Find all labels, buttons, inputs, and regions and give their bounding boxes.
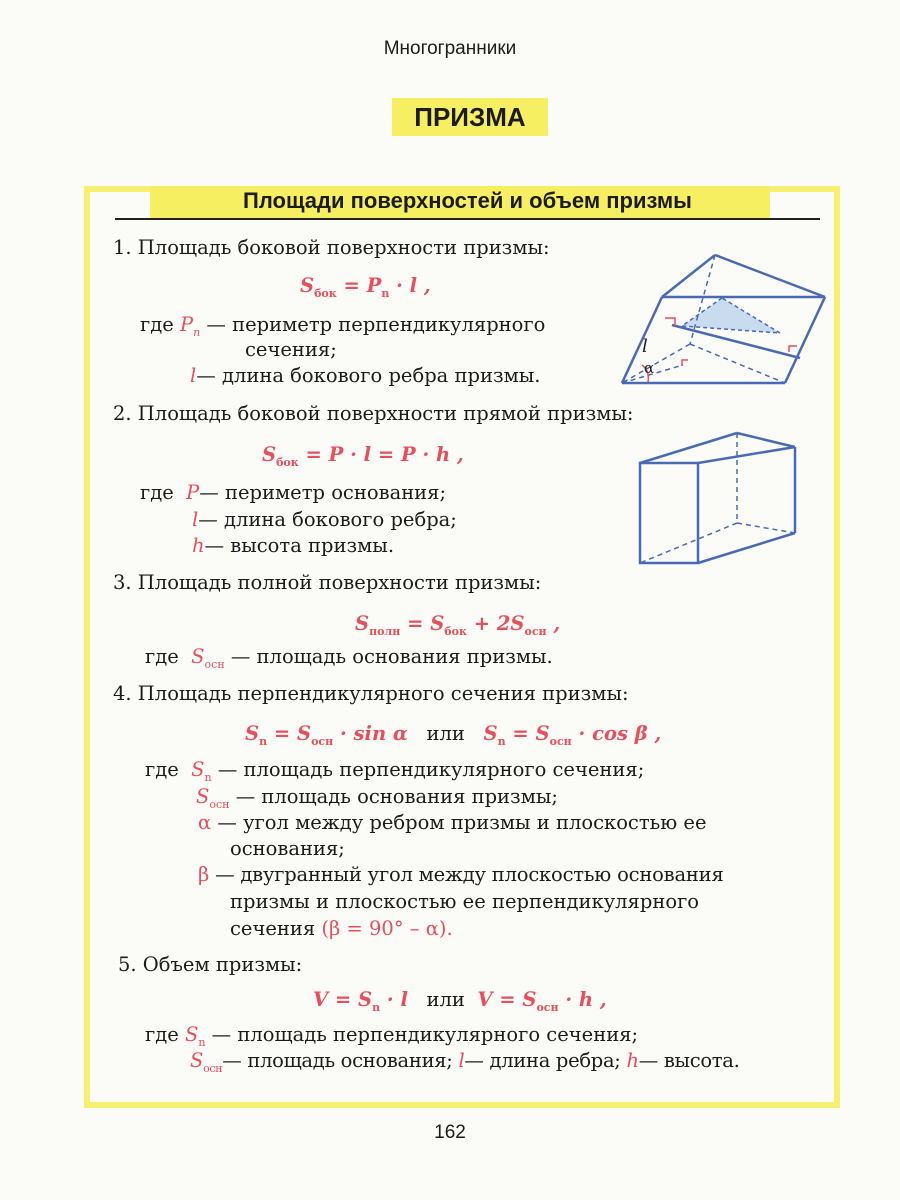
- page-title: ПРИЗМА: [392, 98, 548, 136]
- sub: осн: [203, 1061, 223, 1075]
- def: — площадь основания призмы.: [230, 645, 553, 668]
- s1-where-2: [190, 364, 541, 387]
- s4-where-3: [198, 811, 707, 834]
- where: где: [140, 313, 174, 336]
- sym: = P · l = P · h ,: [298, 443, 464, 466]
- s5-where-2: [190, 1049, 740, 1075]
- sub: полн: [369, 624, 401, 638]
- sub: бок: [314, 286, 337, 300]
- label-l: l: [642, 336, 648, 357]
- sub: осн: [524, 624, 547, 638]
- s5-where-1: [145, 1023, 638, 1049]
- s4-where-4-cont2: [230, 917, 453, 940]
- def: — периметр основания;: [199, 481, 447, 504]
- where: где: [145, 645, 179, 668]
- sub: n: [259, 734, 268, 748]
- where: где: [140, 481, 174, 504]
- s4-formula: [245, 722, 661, 748]
- s3-where-1: [145, 645, 553, 671]
- def: — угол между ребром призмы и плоскостью ее: [217, 811, 707, 834]
- s4-heading: 4. Площадь перпендикулярного сечения призмы:: [113, 682, 629, 705]
- formula: (β = 90° – α).: [321, 917, 453, 940]
- sym: P: [186, 481, 200, 504]
- s3-formula: [355, 612, 560, 638]
- s2-heading: 2. Площадь боковой поверхности прямой призмы:: [113, 402, 634, 425]
- s4-where-4-cont1: призмы и плоскостью ее перпендикулярного: [230, 890, 700, 913]
- sym: h: [192, 534, 205, 557]
- s4-where-1: [145, 758, 644, 784]
- s1-where-1-cont: сечения;: [245, 338, 337, 361]
- or: или: [426, 722, 465, 745]
- def: — длина бокового ребра;: [198, 508, 457, 531]
- sub: осн: [311, 734, 334, 748]
- sub: n: [198, 1035, 206, 1049]
- sub: осн: [204, 657, 225, 671]
- s2-where-3: [192, 534, 394, 557]
- s1-heading: 1. Площадь боковой поверхности призмы:: [113, 236, 550, 259]
- sym: S: [190, 1049, 204, 1072]
- sym: S: [355, 612, 370, 635]
- sub: осн: [549, 734, 572, 748]
- sym: =: [336, 274, 367, 297]
- def: — длина бокового ребра призмы.: [196, 364, 541, 387]
- s5-heading: 5. Объем призмы:: [118, 953, 303, 976]
- sym: S: [262, 443, 277, 466]
- sym: = S: [505, 722, 550, 745]
- s2-formula: [262, 443, 464, 469]
- sym: P: [179, 313, 194, 336]
- sym: ,: [546, 612, 561, 635]
- sym: V = S: [477, 988, 537, 1011]
- s5-formula: [313, 988, 607, 1014]
- sub: бок: [276, 455, 299, 469]
- label-alpha: α: [644, 359, 655, 377]
- sym: S: [483, 722, 498, 745]
- oblique-prism-figure: [610, 240, 840, 390]
- sym: β: [198, 863, 210, 886]
- sym: h: [626, 1049, 639, 1072]
- sym: α: [198, 811, 212, 834]
- sub: бок: [444, 624, 467, 638]
- sym: = S: [400, 612, 445, 635]
- s4-where-4: [198, 863, 724, 886]
- def: — площадь основания;: [222, 1049, 453, 1072]
- sub: n: [372, 1000, 381, 1014]
- sym: · l: [380, 988, 408, 1011]
- or: или: [426, 988, 465, 1011]
- sym: S: [191, 645, 205, 668]
- s1-formula: [300, 274, 431, 300]
- sym: S: [191, 758, 205, 781]
- s4-where-3-cont: основания;: [230, 837, 345, 860]
- def: — площадь перпендикулярного сечения;: [217, 758, 645, 781]
- def: — площадь основания призмы;: [235, 785, 558, 808]
- sub: n: [381, 286, 390, 300]
- sub: n: [204, 770, 212, 784]
- def: — периметр перпендикулярного: [206, 313, 546, 336]
- def: — высота.: [638, 1049, 740, 1072]
- sym: l: [192, 508, 199, 531]
- def: — высота призмы.: [204, 534, 395, 557]
- def: — двугранный угол между плоскостью основания: [215, 863, 724, 886]
- s4-where-2: [196, 785, 558, 811]
- sym: l: [190, 364, 197, 387]
- sym: l: [458, 1049, 465, 1072]
- sym: · sin α: [333, 722, 408, 745]
- section-subtitle: Площади поверхностей и объем призмы: [243, 188, 692, 213]
- s1-where-1: [140, 313, 545, 339]
- running-header: Многогранники: [383, 38, 517, 59]
- right-prism-figure: [630, 430, 800, 570]
- sym: S: [196, 785, 210, 808]
- sub: осн: [209, 797, 230, 811]
- page-number: 162: [434, 1122, 466, 1143]
- s3-heading: 3. Площадь полной поверхности призмы:: [113, 571, 542, 594]
- sym: + 2S: [466, 612, 525, 635]
- subtitle-rule: [115, 218, 820, 220]
- sub: n: [497, 734, 506, 748]
- sym: S: [245, 722, 260, 745]
- sub: осн: [536, 1000, 559, 1014]
- where: где: [145, 758, 179, 781]
- sym: V = S: [313, 988, 373, 1011]
- s2-where-1: [140, 481, 446, 504]
- sym: · cos β ,: [571, 722, 662, 745]
- def: сечения: [230, 917, 316, 940]
- sym: · l ,: [389, 274, 431, 297]
- def: — площадь перпендикулярного сечения;: [211, 1023, 639, 1046]
- sub: n: [193, 325, 201, 339]
- def: — длина ребра;: [464, 1049, 621, 1072]
- where: где: [145, 1023, 179, 1046]
- sym: P: [366, 274, 382, 297]
- sym: = S: [267, 722, 312, 745]
- sym: S: [184, 1023, 199, 1046]
- sym: · h ,: [558, 988, 607, 1011]
- sym: S: [300, 274, 315, 297]
- s2-where-2: [192, 508, 457, 531]
